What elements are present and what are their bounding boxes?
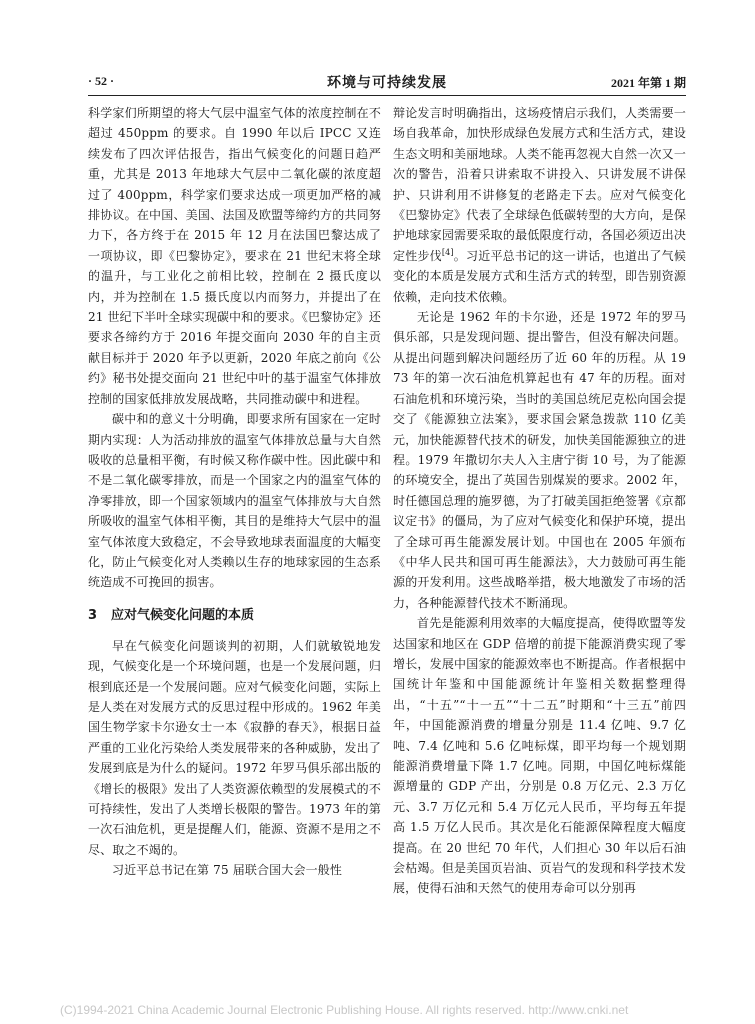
section-heading bbox=[88, 606, 381, 626]
paragraph-speech-continuation bbox=[393, 103, 686, 307]
citation-ref: [4] bbox=[441, 247, 454, 257]
section-title: 应对气候变化问题的本质 bbox=[111, 607, 255, 623]
paragraph-history: 无论是 1962 年的卡尔逊，还是 1972 年的罗马俱乐部，只是发现问题、提出警告，但没有解决问题。从提出问题到解决问题经历了近 60 年的历程。从 1973 年的第一次石油危机算起也有 47 年的历程。面对石油危机和环境污染，当时的美国总统尼克松向国会提交了《能源独立法案》，要求国会紧急拨款 110 亿美元，加快能源替代技术的研发，加快美国能源独立的进程。1979 年撒切尔夫人入主唐宁街 10 号，为了能源的环境安全，提出了英国告别煤炭的要求。2002 年，时任德国总理的施罗德，为了打破美国拒绝签署《京都议定书》的僵局，为了应对气候变化和保护环境，提出了全球可再生能源发展计划。中国也在 2005 年颁布《中华人民共和国可再生能源法》，大力鼓励可再生能源的开发利用。这些战略举措，极大地激发了市场的活力，各种能源替代技术不断涌现。 bbox=[393, 310, 686, 610]
right-column bbox=[393, 103, 686, 983]
paragraph-early-negotiation: 早在气候变化问题谈判的初期，人们就敏锐地发现，气候变化是一个环境问题，也是一个发展问题，归根到底还是一个发展问题。应对气候变化问题，实际上是人类在对发展方式的反思过程中形成的。1962 年美国生物学家卡尔逊女士一本《寂静的春天》，根据日益严重的工业化污染给人类发展带来的各种威胁，发出了发展到底是为什么的疑问。1972 年罗马俱乐部出版的《增长的极限》发出了人类资源依赖型的发展模式的不可持续性，发出了人类增长极限的警告。1973 年的第一次石油危机，更是提醒人们，能源、资源不是用之不尽、取之不竭的。 bbox=[88, 638, 381, 857]
page-number: · 52 · bbox=[88, 74, 115, 88]
copyright-watermark: (C)1994-2021 China Academic Journal Electronic Publishing House. All rights reserved. http://www.cnki.net bbox=[60, 1003, 629, 1017]
paragraph-carbon-neutrality: 碳中和的意义十分明确，即要求所有国家在一定时期内实现：人为活动排放的温室气体排放总量与大自然吸收的总量相平衡，有时候又称作碳中性。因此碳中和不是二氧化碳零排放，而是一个国家之内的温室气体的净零排放，即一个国家领域内的温室气体排放与大自然所吸收的温室气体相平衡，其目的是维持大气层中的温室气体浓度大致稳定，不会导致地球表面温度的大幅变化，防止气候变化对人类赖以生存的地球家园的生态系统造成不可挽回的损害。 bbox=[88, 412, 381, 590]
issue-label: 2021 年第 1 期 bbox=[610, 76, 686, 90]
paragraph-continuation: 科学家们所期望的将大气层中温室气体的浓度控制在不超过 450ppm 的要求。自 1990 年以后 IPCC 又连续发布了四次评估报告，指出气候变化的问题日趋严重，尤其是 2013 年地球大气层中二氧化碳的浓度超过了 400ppm，科学家们要求达成一项更加严格的减排协议。在中国、美国、法国及欧盟等缔约方的共同努力下，各方终于在 2015 年 12 月在法国巴黎达成了一项协议，即《巴黎协定》，要求在 21 世纪末将全球的温升，与工业化之前相比较，控制在 2 摄氏度以内，并为控制在 1.5 摄氏度以内而努力，并提出了在 21 世纪下半叶全球实现碳中和的要求。《巴黎协定》还要求各缔约方于 2016 年提交面向 2030 年的自主贡献目标并于 2020 年予以更新，2020 年底之前向《公约》秘书处提交面向 21 世纪中叶的基于温室气体排放控制的国家低排放发展战略，共同推动碳中和进程。 bbox=[88, 106, 381, 406]
speech-text: 辩论发言时明确指出，这场疫情启示我们，人类需要一场自我革命，加快形成绿色发展方式和生活方式，建设生态文明和美丽地球。人类不能再忽视大自然一次又一次的警告，沿着只讲索取不讲投入、只讲发展不讲保护、只讲利用不讲修复的老路走下去。应对气候变化《巴黎协定》代表了全球绿色低碳转型的大方向，是保护地球家园需要采取的最低限度行动，各国必须迈出决定性步伐 bbox=[393, 106, 686, 263]
section-number: 3 bbox=[88, 607, 98, 623]
paragraph-xi-speech: 习近平总书记在第 75 届联合国大会一般性 bbox=[112, 863, 343, 878]
journal-title: 环境与可持续发展 bbox=[327, 75, 447, 91]
paragraph-energy-efficiency: 首先是能源利用效率的大幅度提高，使得欧盟等发达国家和地区在 GDP 倍增的前提下能源消费实现了零增长，发展中国家的能源效率也不断提高。作者根据中国统计年鉴和中国能源统计年鉴相关数据整理得出，“十五”“十一五”“十二五”时期和“十三五”前四年，中国能源消费的增量分别是 11.4 亿吨、9.7 亿吨、7.4 亿吨和 5.6 亿吨标煤，即平均每一个规划期能源消费增量下降 1.7 亿吨。同期，中国亿吨标煤能源增量的 GDP 产出，分别是 0.8 万亿元、2.3 万亿元、3.7 万亿元和 5.4 万亿元人民币，平均每五年提高 1.5 万亿人民币。其次是化石能源保障程度大幅度提高。在 20 世纪 70 年代，人们担心 30 年以后石油会枯竭。但是美国页岩油、页岩气的发现和科学技术发展，使得石油和天然气的使用寿命可以分别再 bbox=[393, 616, 686, 896]
running-header bbox=[88, 72, 686, 92]
header-rule bbox=[88, 95, 686, 96]
speech-text-tail: 。习近平总书记的这一讲话，也道出了气候变化的本质是发展方式和生活方式的转型，即告别资源依赖，走向技术依赖。 bbox=[393, 248, 686, 304]
left-column bbox=[88, 103, 381, 983]
